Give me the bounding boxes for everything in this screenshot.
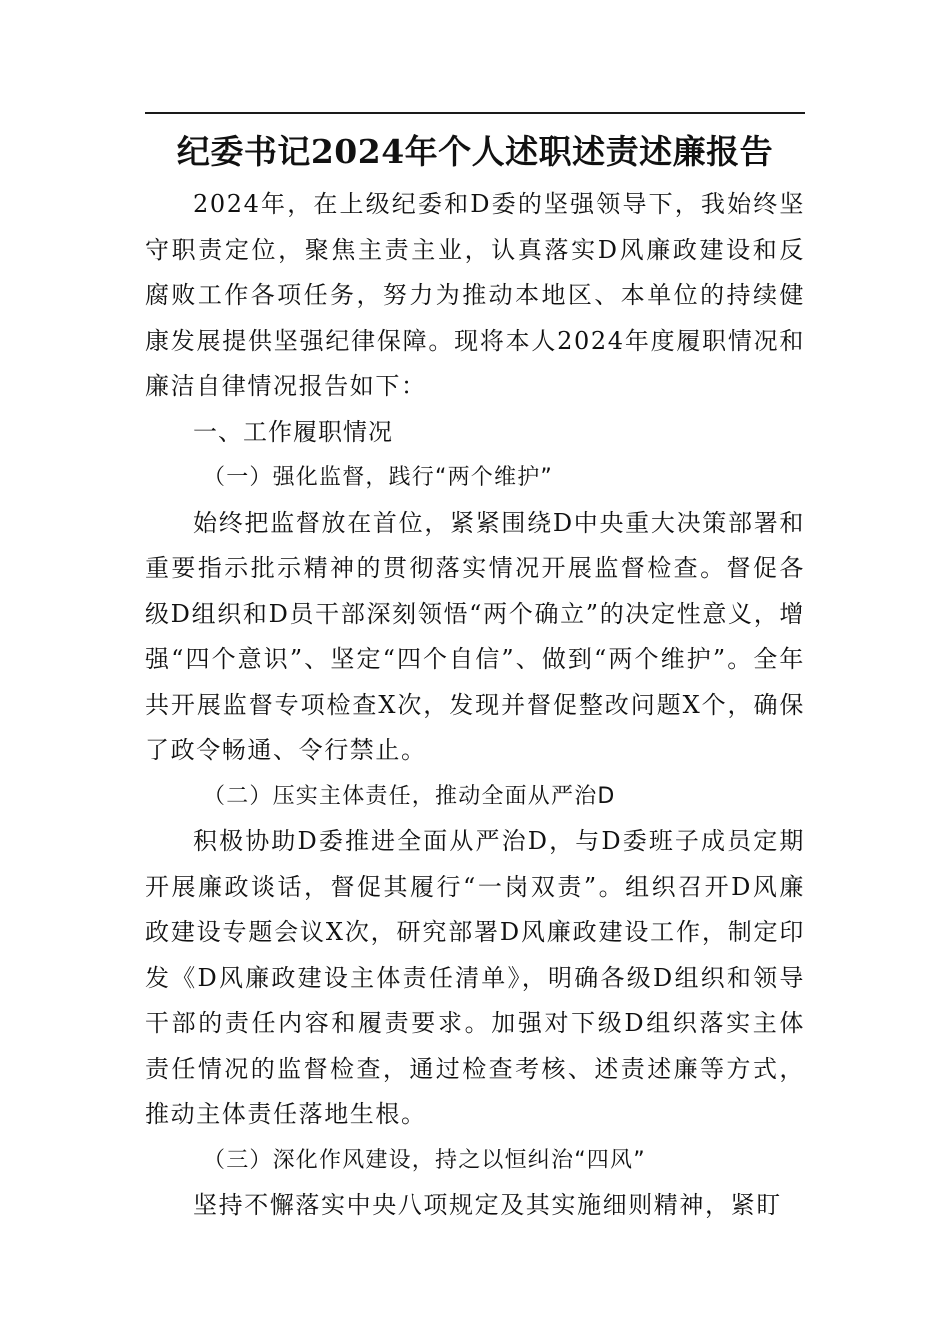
subsection-body-main-responsibility: 积极协助D委推进全面从严治D，与D委班子成员定期开展廉政谈话，督促其履行“一岗双责”。组织召开D风廉政建设专题会议X次，研究部署D风廉政建设工作，制定印发《D风廉政建设主体责任清单》，明确各级D组织和领导干部的责任内容和履责要求。加强对下级D组织落实主体责任情况的监督检查，通过检查考核、述责述廉等方式，推动主体责任落地生根。 xyxy=(145,827,805,1128)
subsection-body-supervision: 始终把监督放在首位，紧紧围绕D中央重大决策部署和重要指示批示精神的贯彻落实情况开展监督检查。督促各级D组织和D员干部深刻领悟“两个确立”的决定性意义，增强“四个意识”、坚定“四个自信”、做到“两个维护”。全年共开展监督专项检查X次，发现并督促整改问题X个，确保了政令畅通、令行禁止。 xyxy=(145,508,805,764)
header-rule xyxy=(145,112,805,114)
section-heading-work-performance: 一、工作履职情况 xyxy=(193,417,393,446)
subsection-body-work-style: 坚持不懈落实中央八项规定及其实施细则精神，紧盯 xyxy=(193,1191,782,1219)
subsection-heading-supervision: （一）强化监督，践行“两个维护” xyxy=(203,465,553,490)
document-page xyxy=(145,112,805,1229)
document-title: 纪委书记2024年个人述职述责述廉报告 xyxy=(176,132,774,171)
subsection-heading-main-responsibility: （二）压实主体责任，推动全面从严治D xyxy=(203,783,616,809)
intro-paragraph: 2024年，在上级纪委和D委的坚强领导下，我始终坚守职责定位，聚焦主责主业，认真落实D风廉政建设和反腐败工作各项任务，努力为推动本地区、本单位的持续健康发展提供坚强纪律保障。现将本人2024年度履职情况和廉洁自律情况报告如下： xyxy=(145,190,805,400)
subsection-heading-work-style: （三）深化作风建设，持之以恒纠治“四风” xyxy=(203,1147,646,1173)
